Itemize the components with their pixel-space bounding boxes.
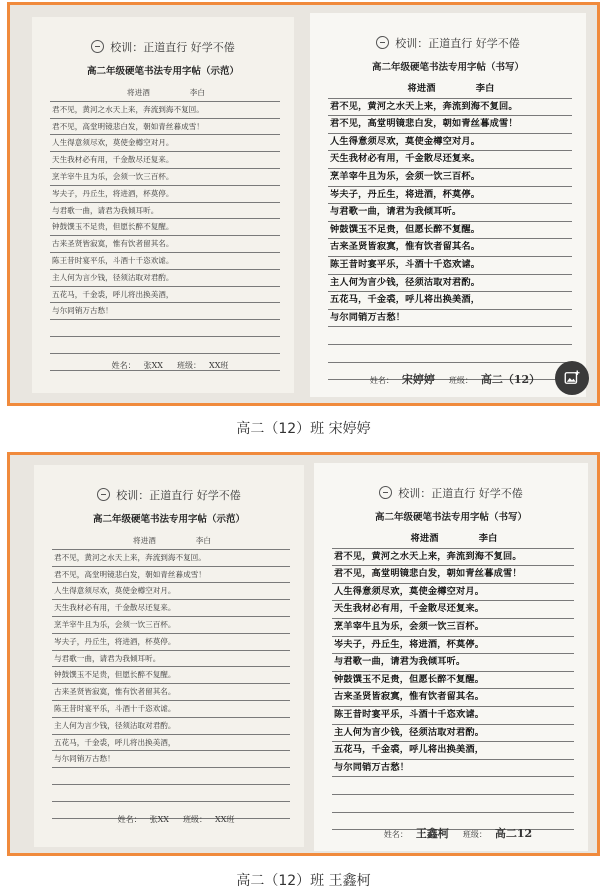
poem-heading-line (50, 85, 280, 102)
grid-line: 君不见，高堂明镜悲白发，朝如青丝暮成雪！ (52, 567, 290, 584)
class-value: XX班 (209, 361, 229, 370)
name-value: 张XX (149, 815, 169, 824)
poem-heading-line (332, 531, 574, 549)
grid-line (52, 785, 290, 802)
writing-grid (328, 81, 572, 380)
writing-grid (50, 85, 280, 371)
grid-line: 古来圣贤皆寂寞，惟有饮者留其名。 (328, 239, 572, 257)
grid-line: 君不见，黄河之水天上来，奔流到海不复回。 (328, 99, 572, 117)
grid-line: 君不见，高堂明镜悲白发，朝如青丝暮成雪！ (328, 116, 572, 134)
grid-line (50, 320, 280, 337)
model-sheet (32, 17, 294, 393)
photo-caption: 高二（12）班 宋婷婷 (236, 421, 371, 437)
calligraphy-photo-2[interactable] (7, 452, 600, 856)
class-label: 班级： (177, 361, 201, 370)
grid-line: 人生得意须尽欢，莫使金樽空对月。 (50, 135, 280, 152)
school-motto (310, 35, 586, 51)
name-value: 张XX (143, 361, 163, 370)
grid-line: 与尔同销万古愁！ (50, 303, 280, 320)
grid-line (328, 345, 572, 363)
school-motto-text: 校训：正道直行 好学不倦 (395, 37, 520, 50)
sheet-footer (310, 371, 586, 387)
calligraphy-photo-1[interactable] (7, 2, 600, 406)
name-label: 姓名： (369, 376, 394, 385)
class-value: 高二（12） (480, 373, 541, 386)
grid-line: 与君歌一曲，请君为我倾耳听。 (52, 651, 290, 668)
class-label: 班级： (183, 815, 207, 824)
copybook-title: 高二年级硬笔书法专用字帖（示范） (86, 66, 239, 77)
grid-line: 钟鼓馔玉不足贵，但愿长醉不复醒。 (52, 667, 290, 684)
grid-line: 人生得意须尽欢，莫使金樽空对月。 (332, 584, 574, 602)
sheet-footer (34, 814, 304, 825)
grid-line: 主人何为言少钱，径须沽取对君酌。 (52, 718, 290, 735)
grid-line: 烹羊宰牛且为乐，会须一饮三百杯。 (52, 617, 290, 634)
name-value: 宋婷婷 (401, 373, 435, 386)
grid-line: 与君歌一曲，请君为我倾耳听。 (50, 203, 280, 220)
student-sheet (310, 13, 586, 397)
grid-line: 人生得意须尽欢，莫使金樽空对月。 (328, 134, 572, 152)
grid-line: 与尔同销万古愁！ (52, 751, 290, 768)
grid-line: 天生我材必有用，千金散尽还复来。 (52, 600, 290, 617)
grid-line: 五花马，千金裘，呼儿将出换美酒， (328, 292, 572, 310)
school-seal-icon (97, 488, 110, 501)
grid-line: 与君歌一曲，请君为我倾耳听。 (328, 204, 572, 222)
grid-line: 天生我材必有用，千金散尽还复来。 (50, 152, 280, 169)
name-label: 姓名： (383, 830, 408, 839)
grid-line (328, 327, 572, 345)
grid-line: 陈王昔时宴平乐，斗酒十千恣欢谑。 (332, 707, 574, 725)
poem-title: 将进酒 (410, 533, 439, 544)
photo-caption: 高二（12）班 王鑫柯 (236, 873, 371, 889)
poem-author: 李白 (189, 88, 205, 97)
grid-line: 主人何为言少钱，径须沽取对君酌。 (328, 275, 572, 293)
school-motto (314, 485, 588, 501)
sheet-footer (32, 360, 294, 371)
grid-line: 君不见，黄河之水天上来，奔流到海不复回。 (50, 102, 280, 119)
sheet-footer (314, 825, 588, 841)
school-seal-icon (91, 40, 104, 53)
grid-line (332, 777, 574, 795)
grid-line: 岑夫子，丹丘生，将进酒，杯莫停。 (332, 637, 574, 655)
grid-line: 与君歌一曲，请君为我倾耳听。 (332, 654, 574, 672)
poem-title: 将进酒 (407, 83, 436, 94)
grid-line: 烹羊宰牛且为乐，会须一饮三百杯。 (332, 619, 574, 637)
name-label: 姓名： (117, 815, 142, 824)
grid-line: 古来圣贤皆寂寞，惟有饮者留其名。 (332, 689, 574, 707)
grid-line: 烹羊宰牛且为乐，会须一饮三百杯。 (50, 169, 280, 186)
grid-line: 天生我材必有用，千金散尽还复来。 (332, 601, 574, 619)
copybook-title: 高二年级硬笔书法专用字帖（示范） (92, 514, 245, 525)
student-sheet (314, 463, 588, 851)
grid-line: 钟鼓馔玉不足贵，但愿长醉不复醒。 (328, 222, 572, 240)
name-label: 姓名： (111, 361, 136, 370)
grid-line: 钟鼓馔玉不足贵，但愿长醉不复醒。 (50, 219, 280, 236)
grid-line: 陈王昔时宴平乐，斗酒十千恣欢谑。 (50, 253, 280, 270)
grid-line: 主人何为言少钱，径须沽取对君酌。 (50, 270, 280, 287)
name-value: 王鑫柯 (415, 827, 449, 840)
grid-line: 钟鼓馔玉不足贵，但愿长醉不复醒。 (332, 672, 574, 690)
grid-line: 岑夫子，丹丘生，将进酒，杯莫停。 (52, 634, 290, 651)
grid-line: 君不见，高堂明镜悲白发，朝如青丝暮成雪！ (50, 119, 280, 136)
grid-line: 古来圣贤皆寂寞，惟有饮者留其名。 (50, 236, 280, 253)
gallery-add-button[interactable] (555, 361, 589, 395)
grid-line (332, 795, 574, 813)
poem-title: 将进酒 (127, 88, 150, 97)
grid-line: 人生得意须尽欢，莫使金樽空对月。 (52, 583, 290, 600)
grid-line: 与尔同销万古愁！ (328, 310, 572, 328)
poem-author: 李白 (478, 533, 498, 544)
copybook-title: 高二年级硬笔书法专用字帖（书写） (374, 512, 527, 523)
poem-author: 李白 (475, 83, 495, 94)
gallery-add-icon (563, 369, 581, 387)
class-label: 班级： (462, 830, 487, 839)
class-value: 高二12 (494, 827, 533, 840)
school-motto-text: 校训：正道直行 好学不倦 (110, 41, 235, 54)
school-motto (34, 487, 304, 503)
grid-line: 君不见，黄河之水天上来，奔流到海不复回。 (332, 549, 574, 567)
school-motto-text: 校训：正道直行 好学不倦 (116, 489, 241, 502)
class-value: XX班 (215, 815, 235, 824)
grid-line (50, 337, 280, 354)
school-seal-icon (379, 486, 392, 499)
grid-line: 五花马，千金裘，呼儿将出换美酒， (50, 287, 280, 304)
grid-line: 岑夫子，丹丘生，将进酒，杯莫停。 (328, 187, 572, 205)
grid-line: 主人何为言少钱，径须沽取对君酌。 (332, 725, 574, 743)
grid-line: 君不见，高堂明镜悲白发，朝如青丝暮成雪！ (332, 566, 574, 584)
poem-title: 将进酒 (133, 536, 156, 545)
school-seal-icon (376, 36, 389, 49)
poem-author: 李白 (195, 536, 211, 545)
grid-line: 天生我材必有用，千金散尽还复来。 (328, 151, 572, 169)
poem-heading-line (52, 533, 290, 550)
class-label: 班级： (448, 376, 473, 385)
grid-line: 烹羊宰牛且为乐，会须一饮三百杯。 (328, 169, 572, 187)
model-sheet (34, 465, 304, 847)
grid-line (52, 768, 290, 785)
grid-line: 古来圣贤皆寂寞，惟有饮者留其名。 (52, 684, 290, 701)
poem-heading-line (328, 81, 572, 99)
copybook-title: 高二年级硬笔书法专用字帖（书写） (371, 62, 524, 73)
writing-grid (332, 531, 574, 830)
grid-line: 陈王昔时宴平乐，斗酒十千恣欢谑。 (52, 701, 290, 718)
grid-line: 君不见，黄河之水天上来，奔流到海不复回。 (52, 550, 290, 567)
school-motto-text: 校训：正道直行 好学不倦 (398, 487, 523, 500)
grid-line: 岑夫子，丹丘生，将进酒，杯莫停。 (50, 186, 280, 203)
grid-line: 陈王昔时宴平乐，斗酒十千恣欢谑。 (328, 257, 572, 275)
writing-grid (52, 533, 290, 819)
grid-line: 五花马，千金裘，呼儿将出换美酒， (52, 735, 290, 752)
grid-line: 五花马，千金裘，呼儿将出换美酒， (332, 742, 574, 760)
school-motto (32, 39, 294, 55)
grid-line: 与尔同销万古愁！ (332, 760, 574, 778)
